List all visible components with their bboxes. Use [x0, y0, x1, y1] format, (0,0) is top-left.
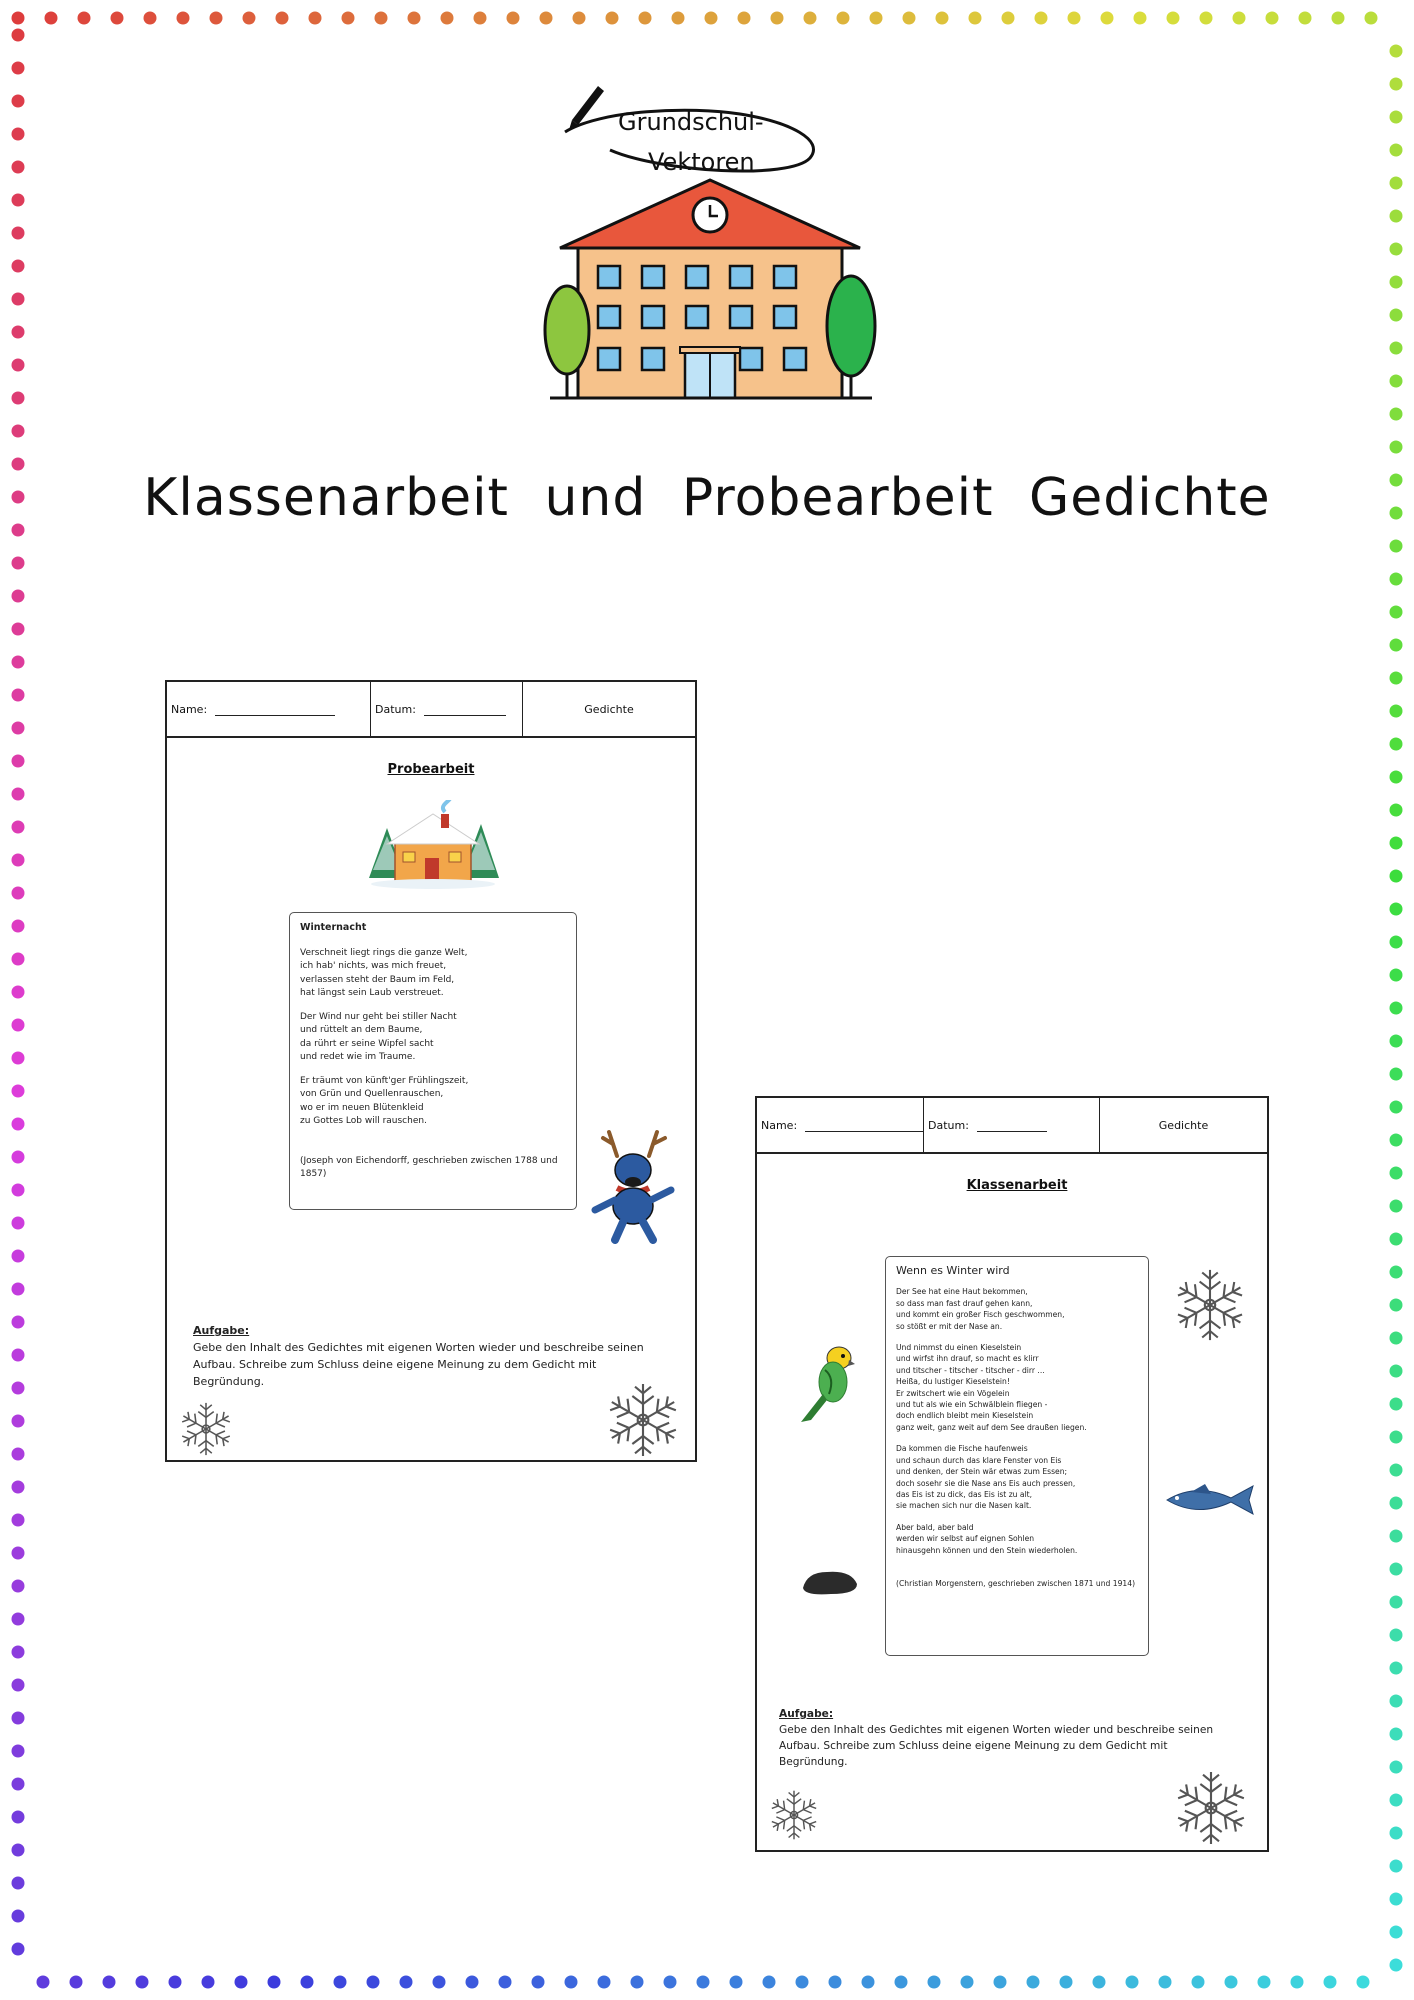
- border-dot: [639, 12, 652, 25]
- border-dot: [12, 392, 25, 405]
- border-dot: [1390, 1332, 1403, 1345]
- border-dot: [12, 557, 25, 570]
- window-icon: [784, 348, 806, 370]
- poem-source: (Christian Morgenstern, geschrieben zwischen 1871 und 1914): [896, 1578, 1136, 1588]
- border-dot: [1192, 1976, 1205, 1989]
- klassenarbeit-sheet: [755, 1096, 1269, 1852]
- poem-line: Verschneit liegt rings die ganze Welt,: [300, 947, 468, 958]
- border-dot: [1291, 1976, 1304, 1989]
- window-icon: [642, 306, 664, 328]
- poem-stanzas: [300, 947, 566, 1129]
- border-dot: [12, 194, 25, 207]
- border-dot: [1390, 243, 1403, 256]
- border-dot: [12, 986, 25, 999]
- window-icon: [730, 266, 752, 288]
- snowflake-icon: [1171, 1768, 1251, 1848]
- task-text: Gebe den Inhalt des Gedichtes mit eigenen Worten wieder und beschreibe seinen Aufbau. Schreibe zum Schluss deine eigene Meinung zu dem Gedicht mit Begründung.: [779, 1724, 1214, 1768]
- poem-line: hat längst sein Laub verstreuet.: [300, 988, 444, 998]
- poem-line: verlassen steht der Baum im Feld,: [300, 974, 455, 985]
- border-dot: [1390, 144, 1403, 157]
- poem-line: Er zwitschert wie ein Vögelein: [896, 1388, 1010, 1398]
- window-icon: [774, 266, 796, 288]
- border-dot: [1390, 672, 1403, 685]
- border-dot: [763, 1976, 776, 1989]
- poem-line: Da kommen die Fische haufenweis: [896, 1444, 1028, 1454]
- border-dot: [829, 1976, 842, 1989]
- border-dot: [243, 12, 256, 25]
- border-dot: [12, 1514, 25, 1527]
- border-dot: [12, 1250, 25, 1263]
- border-dot: [1390, 1662, 1403, 1675]
- poem-line: wo er im neuen Blütenkleid: [300, 1102, 424, 1113]
- fish-icon: [1161, 1480, 1257, 1520]
- border-dot: [1390, 771, 1403, 784]
- border-dot: [1390, 1860, 1403, 1873]
- border-dot: [1390, 1233, 1403, 1246]
- border-dot: [1390, 1893, 1403, 1906]
- border-dot: [12, 260, 25, 273]
- poem-line: und denken, der Stein wär etwas zum Essen;: [896, 1467, 1068, 1477]
- border-dot: [573, 12, 586, 25]
- border-dot: [1332, 12, 1345, 25]
- border-dot: [796, 1976, 809, 1989]
- task-text: Gebe den Inhalt des Gedichtes mit eigenen Worten wieder und beschreibe seinen Aufbau. Schreibe zum Schluss deine eigene Meinung zu dem Gedicht mit Begründung.: [193, 1341, 644, 1388]
- border-dot: [1390, 45, 1403, 58]
- poem-line: Heißa, du lustiger Kieselstein!: [896, 1377, 1010, 1387]
- border-dot: [1390, 1002, 1403, 1015]
- border-dot: [1101, 12, 1114, 25]
- border-dot: [367, 1976, 380, 1989]
- border-dot: [12, 1019, 25, 1032]
- poem-line: da rührt er seine Wipfel sacht: [300, 1038, 434, 1049]
- border-dot: [837, 12, 850, 25]
- border-dot: [1390, 903, 1403, 916]
- poem-line: von Grün und Quellenrauschen,: [300, 1089, 444, 1099]
- border-dot: [1390, 1431, 1403, 1444]
- snowflake-icon: [767, 1788, 821, 1842]
- border-dot: [169, 1976, 182, 1989]
- border-dot: [1390, 441, 1403, 454]
- sheet-title: Probearbeit: [387, 762, 475, 777]
- border-dot: [1266, 12, 1279, 25]
- border-dot: [12, 1679, 25, 1692]
- border-dot: [1390, 1926, 1403, 1939]
- border-dot: [565, 1976, 578, 1989]
- name-field: Name:: [167, 682, 371, 736]
- poem-stanza: [300, 1011, 566, 1065]
- border-dot: [342, 12, 355, 25]
- border-dot: [1390, 1035, 1403, 1048]
- border-dot: [144, 12, 157, 25]
- border-dot: [12, 1151, 25, 1164]
- border-dot: [1390, 111, 1403, 124]
- border-dot: [507, 12, 520, 25]
- border-dot: [12, 1943, 25, 1956]
- poem-stanza: [896, 1443, 1138, 1511]
- border-dot: [1390, 1134, 1403, 1147]
- window-icon: [642, 266, 664, 288]
- poem-line: zu Gottes Lob will rauschen.: [300, 1116, 427, 1126]
- poem-line: Der See hat eine Haut bekommen,: [896, 1287, 1028, 1297]
- border-dot: [1390, 1398, 1403, 1411]
- window-icon: [740, 348, 762, 370]
- name-field: Name:: [757, 1098, 924, 1152]
- border-dot: [12, 722, 25, 735]
- border-dot: [235, 1976, 248, 1989]
- border-dot: [1390, 1167, 1403, 1180]
- poem-line: werden wir selbst auf eignen Sohlen: [896, 1534, 1035, 1544]
- border-dot: [1390, 1299, 1403, 1312]
- border-dot: [1035, 12, 1048, 25]
- border-dot: [1390, 1629, 1403, 1642]
- budgie-icon: [795, 1344, 865, 1426]
- border-dot: [12, 1382, 25, 1395]
- border-dot: [12, 1877, 25, 1890]
- border-dot: [12, 1349, 25, 1362]
- border-dot: [928, 1976, 941, 1989]
- border-dot: [1027, 1976, 1040, 1989]
- border-dot: [1060, 1976, 1073, 1989]
- border-dot: [672, 12, 685, 25]
- task-label: Aufgabe:: [779, 1708, 834, 1720]
- border-dot: [1002, 12, 1015, 25]
- border-dot: [1390, 408, 1403, 421]
- border-dot: [1324, 1976, 1337, 1989]
- border-dot: [12, 1283, 25, 1296]
- border-dot: [1390, 1596, 1403, 1609]
- border-dot: [301, 1976, 314, 1989]
- border-dot: [12, 788, 25, 801]
- border-dot: [309, 12, 322, 25]
- poem-line: das Eis ist zu dick, das Eis ist zu alt,: [896, 1489, 1033, 1499]
- border-dot: [136, 1976, 149, 1989]
- poem-box: [289, 912, 577, 1210]
- border-dot: [408, 12, 421, 25]
- border-dot: [1233, 12, 1246, 25]
- border-dot: [1225, 1976, 1238, 1989]
- border-dot: [1365, 12, 1378, 25]
- window-icon: [598, 266, 620, 288]
- poem-line: so stößt er mit der Nase an.: [896, 1321, 1003, 1331]
- border-dot: [1390, 1563, 1403, 1576]
- border-dot: [1390, 276, 1403, 289]
- border-dot: [12, 623, 25, 636]
- border-dot: [738, 12, 751, 25]
- border-dot: [1390, 309, 1403, 322]
- border-dot: [1390, 705, 1403, 718]
- border-dot: [12, 1184, 25, 1197]
- poem-line: sie machen sich nur die Nasen kalt.: [896, 1501, 1032, 1511]
- poem-line: und tut als wie ein Schwälblein fliegen -: [896, 1400, 1048, 1410]
- grundschul-vektoren-logo: [540, 80, 880, 410]
- border-dot: [1390, 1266, 1403, 1279]
- border-dot: [334, 1976, 347, 1989]
- border-dot: [961, 1976, 974, 1989]
- border-dot: [12, 1547, 25, 1560]
- border-dot: [1390, 540, 1403, 553]
- poem-source: (Joseph von Eichendorff, geschrieben zwischen 1788 und 1857): [300, 1155, 558, 1179]
- border-dot: [12, 1415, 25, 1428]
- border-dot: [903, 12, 916, 25]
- poem-stanza: [896, 1286, 1138, 1332]
- border-dot: [268, 1976, 281, 1989]
- reindeer-icon: [587, 1126, 679, 1246]
- border-dot: [1390, 606, 1403, 619]
- poem-line: Und nimmst du einen Kieselstein: [896, 1343, 1022, 1353]
- poem-line: und redet wie im Traume.: [300, 1052, 416, 1062]
- border-dot: [12, 953, 25, 966]
- border-dot: [1390, 936, 1403, 949]
- border-dot: [1390, 1497, 1403, 1510]
- border-dot: [1390, 837, 1403, 850]
- border-dot: [606, 12, 619, 25]
- border-dot: [1390, 1728, 1403, 1741]
- border-dot: [12, 425, 25, 438]
- border-dot: [1390, 1464, 1403, 1477]
- window-icon: [686, 306, 708, 328]
- poem-title: Wenn es Winter wird: [896, 1264, 1010, 1277]
- border-dot: [276, 12, 289, 25]
- border-dot: [730, 1976, 743, 1989]
- border-dot: [1390, 1761, 1403, 1774]
- border-dot: [12, 1778, 25, 1791]
- border-dot: [12, 1613, 25, 1626]
- border-dot: [12, 590, 25, 603]
- border-dot: [400, 1976, 413, 1989]
- border-dot: [1390, 1365, 1403, 1378]
- poem-line: ich hab' nichts, was mich freuet,: [300, 961, 447, 971]
- task-section: [193, 1322, 663, 1390]
- border-dot: [1390, 969, 1403, 982]
- poem-line: so dass man fast drauf gehen kann,: [896, 1298, 1033, 1308]
- border-dot: [466, 1976, 479, 1989]
- border-dot: [1390, 804, 1403, 817]
- window-icon: [774, 306, 796, 328]
- border-dot: [12, 128, 25, 141]
- border-dot: [969, 12, 982, 25]
- border-dot: [12, 689, 25, 702]
- border-dot: [474, 12, 487, 25]
- page-title: Klassenarbeit und Probearbeit Gedichte: [143, 468, 1271, 528]
- border-dot: [862, 1976, 875, 1989]
- border-dot: [12, 359, 25, 372]
- border-dot: [12, 920, 25, 933]
- border-dot: [1126, 1976, 1139, 1989]
- poem-line: und titscher - titscher - titscher - dirr ...: [896, 1365, 1045, 1375]
- border-dot: [1068, 12, 1081, 25]
- poem-line: und wirfst ihn drauf, so macht es klirr: [896, 1354, 1039, 1364]
- snowflake-icon: [603, 1380, 683, 1460]
- sheet-header: [757, 1098, 1267, 1154]
- poem-line: und kommt ein großer Fisch geschwommen,: [896, 1310, 1065, 1320]
- border-dot: [12, 1745, 25, 1758]
- border-dot: [1390, 375, 1403, 388]
- border-dot: [664, 1976, 677, 1989]
- border-dot: [103, 1976, 116, 1989]
- border-dot: [1390, 210, 1403, 223]
- border-dot: [1390, 639, 1403, 652]
- window-icon: [598, 306, 620, 328]
- border-dot: [12, 755, 25, 768]
- border-dot: [1258, 1976, 1271, 1989]
- border-dot: [441, 12, 454, 25]
- border-dot: [45, 12, 58, 25]
- border-dot: [12, 95, 25, 108]
- border-dot: [631, 1976, 644, 1989]
- border-dot: [12, 1811, 25, 1824]
- poem-line: Er träumt von künft'ger Frühlingszeit,: [300, 1075, 469, 1086]
- snowflake-icon: [1171, 1266, 1249, 1344]
- border-dot: [697, 1976, 710, 1989]
- task-section: [779, 1706, 1239, 1770]
- border-dot: [210, 12, 223, 25]
- border-dot: [12, 1448, 25, 1461]
- border-dot: [804, 12, 817, 25]
- border-dot: [705, 12, 718, 25]
- border-dot: [433, 1976, 446, 1989]
- border-dot: [1390, 1959, 1403, 1972]
- border-dot: [12, 1580, 25, 1593]
- window-icon: [642, 348, 664, 370]
- poem-line: und rüttelt an dem Baume,: [300, 1025, 423, 1035]
- border-dot: [12, 12, 25, 25]
- border-dot: [78, 12, 91, 25]
- border-dot: [1200, 12, 1213, 25]
- border-dot: [1390, 342, 1403, 355]
- poem-line: ganz weit, ganz weit auf dem See draußen liegen.: [896, 1422, 1087, 1432]
- border-dot: [12, 1052, 25, 1065]
- border-dot: [12, 161, 25, 174]
- border-dot: [12, 887, 25, 900]
- border-dot: [540, 12, 553, 25]
- border-dot: [1167, 12, 1180, 25]
- border-dot: [1134, 12, 1147, 25]
- border-dot: [12, 1844, 25, 1857]
- border-dot: [37, 1976, 50, 1989]
- border-dot: [1159, 1976, 1172, 1989]
- poem-title: Winternacht: [300, 922, 367, 933]
- border-dot: [375, 12, 388, 25]
- snowflake-icon: [177, 1400, 235, 1458]
- logo-line2: Vektoren: [648, 148, 755, 176]
- border-dot: [1390, 573, 1403, 586]
- winter-house-icon: [365, 800, 501, 890]
- border-dot: [1390, 738, 1403, 751]
- border-dot: [1390, 1530, 1403, 1543]
- poem-stanza: [896, 1342, 1138, 1433]
- border-dot: [12, 1085, 25, 1098]
- border-dot: [12, 1712, 25, 1725]
- border-dot: [12, 1646, 25, 1659]
- border-dot: [12, 326, 25, 339]
- probearbeit-sheet: [165, 680, 697, 1462]
- border-dot: [1093, 1976, 1106, 1989]
- border-dot: [12, 29, 25, 42]
- border-dot: [12, 1217, 25, 1230]
- border-dot: [12, 1481, 25, 1494]
- poem-line: Aber bald, aber bald: [896, 1522, 974, 1532]
- poem-line: Der Wind nur geht bei stiller Nacht: [300, 1011, 457, 1022]
- border-dot: [598, 1976, 611, 1989]
- border-dot: [499, 1976, 512, 1989]
- border-dot: [936, 12, 949, 25]
- border-dot: [12, 1118, 25, 1131]
- border-dot: [177, 12, 190, 25]
- border-dot: [70, 1976, 83, 1989]
- border-dot: [1390, 1068, 1403, 1081]
- border-dot: [12, 821, 25, 834]
- poem-stanza: [300, 1075, 566, 1129]
- window-icon: [598, 348, 620, 370]
- poem-line: doch endlich bleibt mein Kieselstein: [896, 1411, 1034, 1421]
- subject-field: Gedichte: [1158, 1118, 1209, 1132]
- border-dot: [12, 1910, 25, 1923]
- border-dot: [1357, 1976, 1370, 1989]
- poem-line: doch sosehr sie die Nase ans Eis auch pressen,: [896, 1478, 1076, 1488]
- border-dot: [1299, 12, 1312, 25]
- border-dot: [1390, 177, 1403, 190]
- border-dot: [895, 1976, 908, 1989]
- poem-stanza: [300, 947, 566, 1001]
- sheet-title: Klassenarbeit: [966, 1178, 1068, 1193]
- border-dot: [1390, 1827, 1403, 1840]
- datum-field: Datum:: [371, 682, 523, 736]
- subject-field: Gedichte: [584, 702, 634, 716]
- stone-icon: [799, 1564, 861, 1598]
- border-dot: [12, 854, 25, 867]
- poem-box: [885, 1256, 1149, 1656]
- border-dot: [1390, 1200, 1403, 1213]
- border-dot: [111, 12, 124, 25]
- border-dot: [870, 12, 883, 25]
- datum-field: Datum:: [924, 1098, 1100, 1152]
- border-dot: [1390, 870, 1403, 883]
- border-dot: [1390, 78, 1403, 91]
- border-dot: [1390, 1101, 1403, 1114]
- border-dot: [12, 293, 25, 306]
- poem-stanza: [896, 1522, 1138, 1556]
- border-dot: [771, 12, 784, 25]
- poem-line: und schaun durch das klare Fenster von Eis: [896, 1455, 1062, 1465]
- border-dot: [12, 1316, 25, 1329]
- poem-stanzas: [896, 1286, 1138, 1556]
- window-icon: [730, 306, 752, 328]
- task-label: Aufgabe:: [193, 1324, 250, 1337]
- border-dot: [202, 1976, 215, 1989]
- border-dot: [1390, 1794, 1403, 1807]
- border-dot: [12, 227, 25, 240]
- poem-line: hinausgehn können und den Stein wiederholen.: [896, 1545, 1078, 1555]
- window-icon: [686, 266, 708, 288]
- border-dot: [1390, 1695, 1403, 1708]
- border-dot: [532, 1976, 545, 1989]
- logo-line1: Grundschul-: [618, 108, 764, 136]
- border-dot: [12, 62, 25, 75]
- border-dot: [12, 656, 25, 669]
- sheet-header: [167, 682, 695, 738]
- border-dot: [994, 1976, 1007, 1989]
